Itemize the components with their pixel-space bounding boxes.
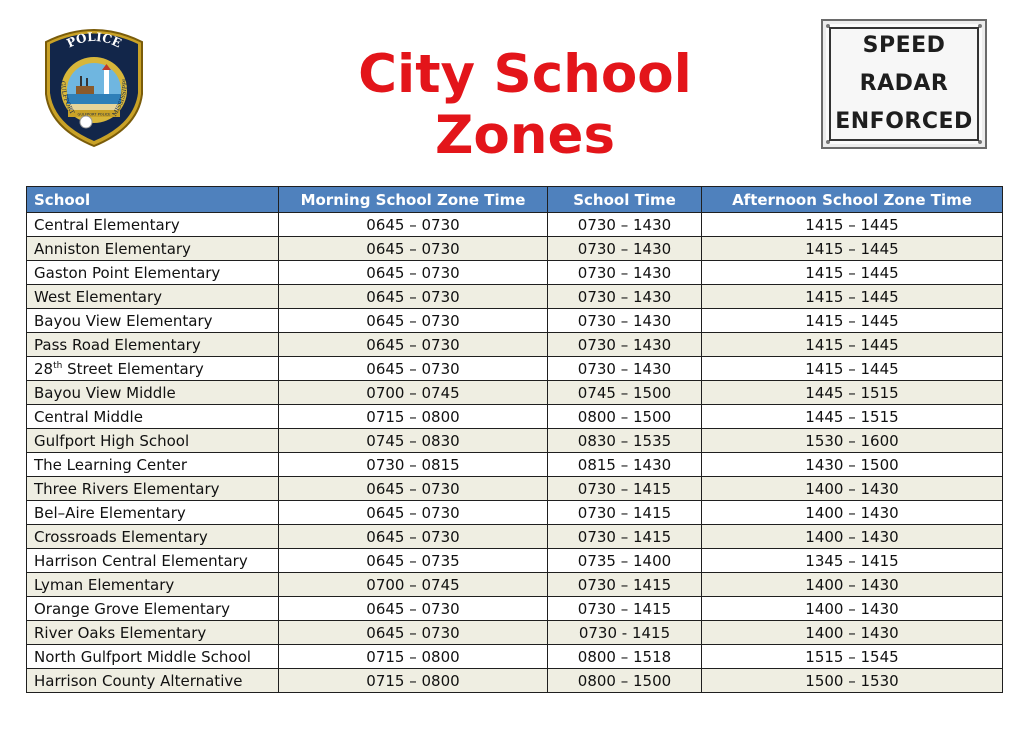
morning-time: 0645 – 0730 — [279, 213, 548, 237]
school-name: Bayou View Middle — [27, 381, 279, 405]
morning-time: 0700 – 0745 — [279, 573, 548, 597]
school-name: Central Middle — [27, 405, 279, 429]
table-row — [27, 309, 1003, 333]
header-school-time: School Time — [548, 187, 702, 213]
table-row — [27, 525, 1003, 549]
table-row — [27, 573, 1003, 597]
school-time: 0730 – 1415 — [548, 501, 702, 525]
table-row — [27, 357, 1003, 381]
table-row — [27, 381, 1003, 405]
street-number: 28 — [34, 359, 54, 378]
school-time: 0730 – 1415 — [548, 597, 702, 621]
school-name: Bel–Aire Elementary — [27, 501, 279, 525]
school-name: West Elementary — [27, 285, 279, 309]
morning-time: 0715 – 0800 — [279, 645, 548, 669]
table-row — [27, 261, 1003, 285]
morning-time: 0645 – 0735 — [279, 549, 548, 573]
afternoon-time: 1415 – 1445 — [702, 333, 1003, 357]
page-title: City School Zones — [358, 44, 692, 166]
school-time: 0730 – 1430 — [548, 285, 702, 309]
morning-time: 0645 – 0730 — [279, 309, 548, 333]
school-name: Gaston Point Elementary — [27, 261, 279, 285]
afternoon-time: 1400 – 1430 — [702, 525, 1003, 549]
afternoon-time: 1400 – 1430 — [702, 573, 1003, 597]
table-row — [27, 501, 1003, 525]
morning-time: 0645 – 0730 — [279, 285, 548, 309]
sign-line-speed: SPEED — [862, 33, 946, 58]
morning-time: 0645 – 0730 — [279, 477, 548, 501]
table-row — [27, 429, 1003, 453]
table-row — [27, 645, 1003, 669]
school-name: North Gulfport Middle School — [27, 645, 279, 669]
afternoon-time: 1415 – 1445 — [702, 285, 1003, 309]
speed-radar-sign — [821, 19, 987, 149]
school-name: Central Elementary — [27, 213, 279, 237]
sign-line-radar: RADAR — [859, 71, 949, 96]
table-row — [27, 213, 1003, 237]
school-time: 0730 – 1430 — [548, 357, 702, 381]
morning-time: 0645 – 0730 — [279, 525, 548, 549]
header-afternoon-zone-time: Afternoon School Zone Time — [702, 187, 1003, 213]
afternoon-time: 1400 – 1430 — [702, 597, 1003, 621]
school-time: 0830 – 1535 — [548, 429, 702, 453]
badge-top-text: POLICE — [64, 29, 124, 51]
afternoon-time: 1415 – 1445 — [702, 309, 1003, 333]
morning-time: 0715 – 0800 — [279, 669, 548, 693]
afternoon-time: 1415 – 1445 — [702, 237, 1003, 261]
morning-time: 0700 – 0745 — [279, 381, 548, 405]
table-row — [27, 669, 1003, 693]
street-name: Street Elementary — [62, 359, 204, 378]
header-school: School — [27, 187, 279, 213]
afternoon-time: 1400 – 1430 — [702, 477, 1003, 501]
morning-time: 0645 – 0730 — [279, 621, 548, 645]
table-row — [27, 237, 1003, 261]
afternoon-time: 1345 – 1415 — [702, 549, 1003, 573]
school-time: 0800 – 1500 — [548, 405, 702, 429]
school-time: 0730 – 1430 — [548, 213, 702, 237]
afternoon-time: 1415 – 1445 — [702, 357, 1003, 381]
table-row — [27, 549, 1003, 573]
badge-left-text: GULFPORT — [58, 80, 76, 116]
afternoon-time: 1445 – 1515 — [702, 405, 1003, 429]
table-row — [27, 621, 1003, 645]
afternoon-time: 1400 – 1430 — [702, 621, 1003, 645]
morning-time: 0645 – 0730 — [279, 237, 548, 261]
school-time: 0735 – 1400 — [548, 549, 702, 573]
school-zones-table — [26, 186, 1003, 693]
table-row — [27, 453, 1003, 477]
morning-time: 0645 – 0730 — [279, 261, 548, 285]
school-time: 0730 – 1430 — [548, 333, 702, 357]
school-time: 0745 – 1500 — [548, 381, 702, 405]
school-time: 0800 – 1518 — [548, 645, 702, 669]
ordinal-suffix: th — [53, 360, 63, 371]
school-time: 0730 – 1415 — [548, 573, 702, 597]
table-header-row — [27, 187, 1003, 213]
school-name: The Learning Center — [27, 453, 279, 477]
sign-line-enforced: ENFORCED — [835, 109, 973, 134]
school-name: River Oaks Elementary — [27, 621, 279, 645]
afternoon-time: 1430 – 1500 — [702, 453, 1003, 477]
afternoon-time: 1415 – 1445 — [702, 213, 1003, 237]
badge-right-text: MISSISSIPPI — [111, 78, 130, 118]
morning-time: 0645 – 0730 — [279, 501, 548, 525]
afternoon-time: 1515 – 1545 — [702, 645, 1003, 669]
school-name: Harrison County Alternative — [27, 669, 279, 693]
afternoon-time: 1415 – 1445 — [702, 261, 1003, 285]
school-name: Lyman Elementary — [27, 573, 279, 597]
school-name: Orange Grove Elementary — [27, 597, 279, 621]
school-time: 0815 – 1430 — [548, 453, 702, 477]
school-name: Bayou View Elementary — [27, 309, 279, 333]
afternoon-time: 1445 – 1515 — [702, 381, 1003, 405]
table-row — [27, 285, 1003, 309]
school-name: Gulfport High School — [27, 429, 279, 453]
school-name: Harrison Central Elementary — [27, 549, 279, 573]
school-time: 0730 – 1415 — [548, 525, 702, 549]
morning-time: 0645 – 0730 — [279, 333, 548, 357]
school-time: 0800 – 1500 — [548, 669, 702, 693]
afternoon-time: 1500 – 1530 — [702, 669, 1003, 693]
school-time: 0730 - 1415 — [548, 621, 702, 645]
morning-time: 0645 – 0730 — [279, 357, 548, 381]
school-name: Three Rivers Elementary — [27, 477, 279, 501]
school-name: Crossroads Elementary — [27, 525, 279, 549]
table-row — [27, 333, 1003, 357]
school-time: 0730 – 1430 — [548, 309, 702, 333]
table-row — [27, 477, 1003, 501]
school-name: Pass Road Elementary — [27, 333, 279, 357]
badge-ribbon-text: GULFPORT POLICE — [77, 112, 111, 117]
morning-time: 0645 – 0730 — [279, 597, 548, 621]
table-row — [27, 597, 1003, 621]
afternoon-time: 1530 – 1600 — [702, 429, 1003, 453]
school-time: 0730 – 1415 — [548, 477, 702, 501]
school-time: 0730 – 1430 — [548, 237, 702, 261]
afternoon-time: 1400 – 1430 — [702, 501, 1003, 525]
header-morning-zone-time: Morning School Zone Time — [279, 187, 548, 213]
table-row — [27, 405, 1003, 429]
school-time: 0730 – 1430 — [548, 261, 702, 285]
morning-time: 0715 – 0800 — [279, 405, 548, 429]
police-badge-logo — [42, 24, 146, 148]
school-name: Anniston Elementary — [27, 237, 279, 261]
morning-time: 0730 – 0815 — [279, 453, 548, 477]
school-name — [27, 357, 279, 381]
morning-time: 0745 – 0830 — [279, 429, 548, 453]
